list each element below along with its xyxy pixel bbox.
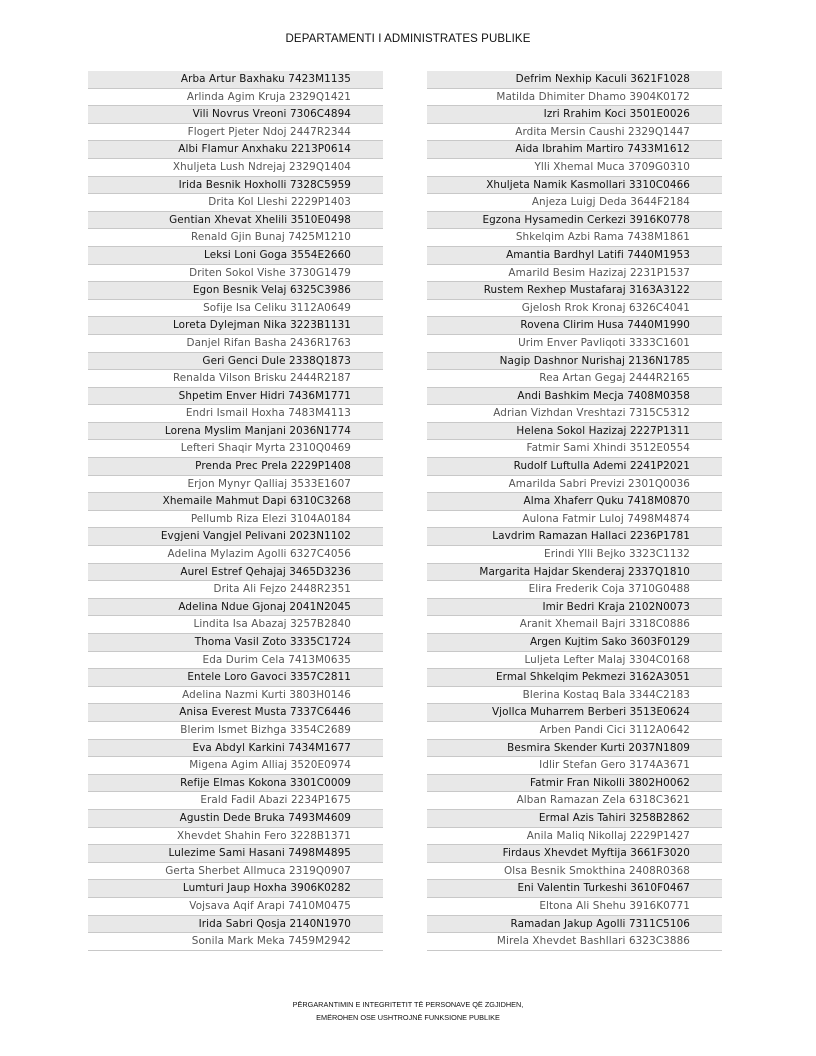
list-item: Blerina Kostaq Bala 3344C2183 [427,687,722,705]
list-item: Ermal Shkelqim Pekmezi 3162A3051 [427,669,722,687]
list-item: Erindi Ylli Bejko 3323C1132 [427,546,722,564]
list-item: Amantia Bardhyl Latifi 7440M1953 [427,247,722,265]
list-item: Albi Flamur Anxhaku 2213P0614 [88,141,383,159]
list-item: Gjelosh Rrok Kronaj 6326C4041 [427,300,722,318]
list-item: Margarita Hajdar Skenderaj 2337Q1810 [427,564,722,582]
list-item: Ardita Mersin Caushi 2329Q1447 [427,124,722,142]
list-item: Ramadan Jakup Agolli 7311C5106 [427,916,722,934]
list-item: Eda Durim Cela 7413M0635 [88,652,383,670]
list-item: Migena Agim Alliaj 3520E0974 [88,757,383,775]
list-item: Sonila Mark Meka 7459M2942 [88,933,383,951]
list-item: Arlinda Agim Kruja 2329Q1421 [88,89,383,107]
list-item: Prenda Prec Prela 2229P1408 [88,458,383,476]
footer [0,999,816,1024]
list-item: Arba Artur Baxhaku 7423M1135 [88,71,383,89]
list-item: Fatmir Fran Nikolli 3802H0062 [427,775,722,793]
list-item: Eni Valentin Turkeshi 3610F0467 [427,880,722,898]
left-name-list [88,71,383,951]
list-item: Aida Ibrahim Martiro 7433M1612 [427,141,722,159]
list-item: Flogert Pjeter Ndoj 2447R2344 [88,124,383,142]
list-item: Ermal Azis Tahiri 3258B2862 [427,810,722,828]
list-item: Gerta Sherbet Allmuca 2319Q0907 [88,863,383,881]
list-item: Aranit Xhemail Bajri 3318C0886 [427,616,722,634]
list-item: Danjel Rifan Basha 2436R1763 [88,335,383,353]
list-item: Helena Sokol Hazizaj 2227P1311 [427,423,722,441]
list-item: Drita Ali Fejzo 2448R2351 [88,581,383,599]
list-item: Mirela Xhevdet Bashllari 6323C3886 [427,933,722,951]
list-item: Luljeta Lefter Malaj 3304C0168 [427,652,722,670]
list-item: Anisa Everest Musta 7337C6446 [88,704,383,722]
list-item: Sofije Isa Celiku 3112A0649 [88,300,383,318]
list-item: Amarild Besim Hazizaj 2231P1537 [427,265,722,283]
list-item: Alban Ramazan Zela 6318C3621 [427,792,722,810]
list-item: Xhevdet Shahin Fero 3228B1371 [88,828,383,846]
list-item: Amarilda Sabri Previzi 2301Q0036 [427,476,722,494]
list-item: Aurel Estref Qehajaj 3465D3236 [88,564,383,582]
list-item: Lumturi Jaup Hoxha 3906K0282 [88,880,383,898]
list-item: Besmira Skender Kurti 2037N1809 [427,740,722,758]
list-item: Drita Kol Lleshi 2229P1403 [88,194,383,212]
list-item: Matilda Dhimiter Dhamo 3904K0172 [427,89,722,107]
footer-line-1: PËRGARANTIMIN E INTEGRITETIT TË PERSONAVE QË ZGJIDHEN, [292,1000,524,1009]
list-item: Renald Gjin Bunaj 7425M1210 [88,229,383,247]
list-item: Olsa Besnik Smokthina 2408R0368 [427,863,722,881]
list-item: Adrian Vizhdan Vreshtazi 7315C5312 [427,405,722,423]
right-name-list [427,71,722,951]
list-item: Nagip Dashnor Nurishaj 2136N1785 [427,353,722,371]
list-item: Vjollca Muharrem Berberi 3513E0624 [427,704,722,722]
list-item: Xhuljeta Lush Ndrejaj 2329Q1404 [88,159,383,177]
list-item: Eva Abdyl Karkini 7434M1677 [88,740,383,758]
list-item: Adelina Mylazim Agolli 6327C4056 [88,546,383,564]
list-item: Rustem Rexhep Mustafaraj 3163A3122 [427,282,722,300]
list-item: Rea Artan Gegaj 2444R2165 [427,370,722,388]
list-item: Izri Rrahim Koci 3501E0026 [427,106,722,124]
list-item: Vili Novrus Vreoni 7306C4894 [88,106,383,124]
list-item: Refije Elmas Kokona 3301C0009 [88,775,383,793]
list-item: Rudolf Luftulla Ademi 2241P2021 [427,458,722,476]
list-item: Egon Besnik Velaj 6325C3986 [88,282,383,300]
list-item: Arben Pandi Cici 3112A0642 [427,722,722,740]
list-item: Shpetim Enver Hidri 7436M1771 [88,388,383,406]
list-item: Ylli Xhemal Muca 3709G0310 [427,159,722,177]
list-item: Urim Enver Pavliqoti 3333C1601 [427,335,722,353]
list-item: Rovena Clirim Husa 7440M1990 [427,317,722,335]
list-item: Xhemaile Mahmut Dapi 6310C3268 [88,493,383,511]
list-item: Loreta Dylejman Nika 3223B1131 [88,317,383,335]
list-item: Erjon Mynyr Qalliaj 3533E1607 [88,476,383,494]
list-item: Entele Loro Gavoci 3357C2811 [88,669,383,687]
list-item: Egzona Hysamedin Cerkezi 3916K0778 [427,212,722,230]
list-item: Agustin Dede Bruka 7493M4609 [88,810,383,828]
list-item: Lorena Myslim Manjani 2036N1774 [88,423,383,441]
list-item: Shkelqim Azbi Rama 7438M1861 [427,229,722,247]
list-item: Lavdrim Ramazan Hallaci 2236P1781 [427,528,722,546]
footer-line-2: EMËROHEN OSE USHTROJNË FUNKSIONE PUBLIKE [316,1012,500,1022]
list-item: Xhuljeta Namik Kasmollari 3310C0466 [427,177,722,195]
list-item: Adelina Nazmi Kurti 3803H0146 [88,687,383,705]
list-item: Argen Kujtim Sako 3603F0129 [427,634,722,652]
list-item: Aulona Fatmir Luloj 7498M4874 [427,511,722,529]
list-item: Lindita Isa Abazaj 3257B2840 [88,616,383,634]
list-item: Endri Ismail Hoxha 7483M4113 [88,405,383,423]
list-item: Vojsava Aqif Arapi 7410M0475 [88,898,383,916]
list-item: Leksi Loni Goga 3554E2660 [88,247,383,265]
list-item: Thoma Vasil Zoto 3335C1724 [88,634,383,652]
list-item: Lefteri Shaqir Myrta 2310Q0469 [88,440,383,458]
list-item: Irida Besnik Hoxholli 7328C5959 [88,177,383,195]
list-item: Erald Fadil Abazi 2234P1675 [88,792,383,810]
list-item: Eltona Ali Shehu 3916K0771 [427,898,722,916]
list-item: Irida Sabri Qosja 2140N1970 [88,916,383,934]
page-title: DEPARTAMENTI I ADMINISTRATES PUBLIKE [285,33,531,45]
list-item: Adelina Ndue Gjonaj 2041N2045 [88,599,383,617]
list-item: Idlir Stefan Gero 3174A3671 [427,757,722,775]
list-item: Geri Genci Dule 2338Q1873 [88,353,383,371]
list-item: Alma Xhaferr Quku 7418M0870 [427,493,722,511]
list-item: Firdaus Xhevdet Myftija 3661F3020 [427,845,722,863]
list-item: Defrim Nexhip Kaculi 3621F1028 [427,71,722,89]
list-item: Renalda Vilson Brisku 2444R2187 [88,370,383,388]
list-item: Anila Maliq Nikollaj 2229P1427 [427,828,722,846]
list-item: Imir Bedri Kraja 2102N0073 [427,599,722,617]
list-item: Elira Frederik Coja 3710G0488 [427,581,722,599]
list-item: Evgjeni Vangjel Pelivani 2023N1102 [88,528,383,546]
list-item: Anjeza Luigj Deda 3644F2184 [427,194,722,212]
list-item: Fatmir Sami Xhindi 3512E0554 [427,440,722,458]
list-item: Andi Bashkim Mecja 7408M0358 [427,388,722,406]
list-item: Gentian Xhevat Xhelili 3510E0498 [88,212,383,230]
list-item: Blerim Ismet Bizhga 3354C2689 [88,722,383,740]
list-item: Pellumb Riza Elezi 3104A0184 [88,511,383,529]
list-item: Lulezime Sami Hasani 7498M4895 [88,845,383,863]
list-item: Driten Sokol Vishe 3730G1479 [88,265,383,283]
